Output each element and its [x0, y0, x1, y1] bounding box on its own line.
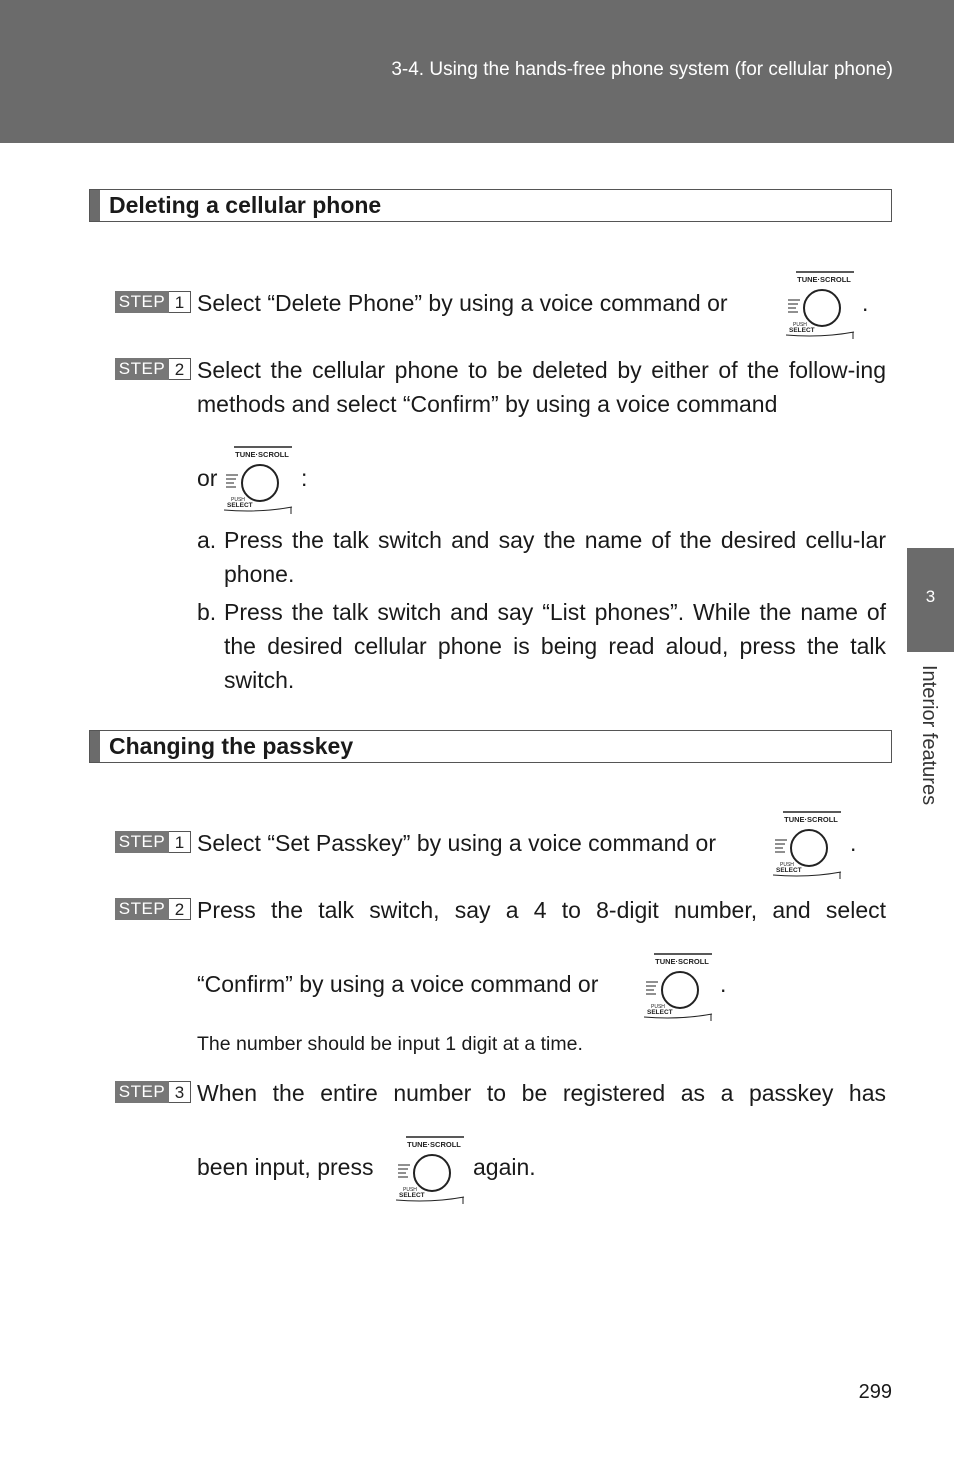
step-badge: STEP 3 — [115, 1081, 191, 1103]
svg-text:TUNE·SCROLL: TUNE·SCROLL — [784, 815, 838, 824]
step-badge: STEP 1 — [115, 831, 191, 853]
svg-text:PUSH: PUSH — [780, 862, 794, 868]
step-badge: STEP 1 — [115, 291, 191, 313]
page-header — [0, 0, 954, 143]
list-item: a. Press the talk switch and say the name of the desired cellu-lar phone. — [197, 527, 886, 587]
page-number: 299 — [858, 1381, 892, 1403]
svg-text:TUNE·SCROLL: TUNE·SCROLL — [797, 275, 851, 284]
step-text: Select “Set Passkey” by using a voice command or — [197, 830, 717, 856]
step-badge: STEP 2 — [115, 358, 191, 380]
svg-text:SELECT: SELECT — [227, 502, 253, 509]
section-title-deleting: Deleting a cellular phone — [89, 189, 892, 222]
step-badge: STEP 2 — [115, 898, 191, 920]
step-text: Select the cellular phone to be deleted by either of the follow-ing methods and select “Confirm” by using a voice command — [197, 357, 886, 417]
tune-scroll-knob-icon — [396, 1133, 468, 1205]
tune-scroll-knob-icon — [224, 443, 296, 515]
svg-text:SELECT: SELECT — [399, 1192, 425, 1199]
tune-scroll-knob-icon — [773, 808, 845, 880]
step-text: When the entire number to be registered as a passkey has — [197, 1080, 886, 1106]
header-title: 3-4. Using the hands-free phone system (for cellular phone) — [391, 59, 893, 80]
svg-text:TUNE·SCROLL: TUNE·SCROLL — [235, 450, 289, 459]
step-tail: again. — [473, 1154, 536, 1180]
step-tail: : — [301, 465, 308, 491]
step-text-or: or — [197, 465, 218, 491]
svg-text:SELECT: SELECT — [776, 867, 802, 874]
svg-text:PUSH: PUSH — [403, 1187, 417, 1193]
svg-text:PUSH: PUSH — [793, 322, 807, 328]
svg-text:SELECT: SELECT — [647, 1009, 673, 1016]
step-text: been input, press — [197, 1154, 374, 1180]
tune-scroll-knob-icon — [786, 268, 858, 340]
section-title-passkey: Changing the passkey — [89, 730, 892, 763]
step-tail: . — [862, 290, 869, 316]
svg-text:TUNE·SCROLL: TUNE·SCROLL — [655, 957, 709, 966]
step-tail: . — [720, 971, 727, 997]
step-tail: . — [850, 830, 857, 856]
step-note: The number should be input 1 digit at a time. — [197, 1033, 583, 1055]
chapter-tab: 3 — [907, 548, 954, 652]
svg-text:PUSH: PUSH — [231, 497, 245, 503]
chapter-label: Interior features — [918, 665, 940, 806]
svg-text:PUSH: PUSH — [651, 1004, 665, 1010]
step-text: Select “Delete Phone” by using a voice command or — [197, 290, 728, 316]
svg-text:TUNE·SCROLL: TUNE·SCROLL — [407, 1140, 461, 1149]
step-text: “Confirm” by using a voice command or — [197, 971, 599, 997]
list-item: b. Press the talk switch and say “List phones”. While the name of the desired cellular phone is being read aloud, press the talk switch. — [197, 599, 886, 693]
svg-text:SELECT: SELECT — [789, 327, 815, 334]
step-text: Press the talk switch, say a 4 to 8-digit number, and select — [197, 897, 886, 923]
tune-scroll-knob-icon — [644, 950, 716, 1022]
